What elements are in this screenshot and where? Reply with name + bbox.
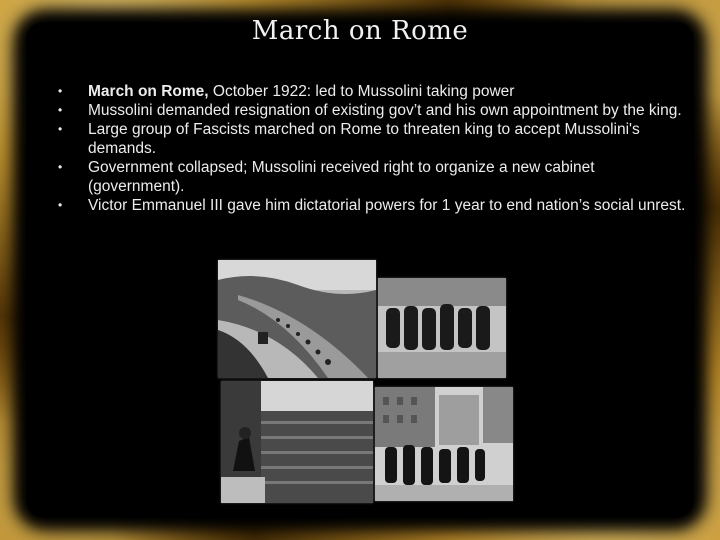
bullet-dot: •: [58, 122, 63, 136]
street-march-photo: [375, 387, 513, 501]
bullet-item: [58, 158, 688, 196]
bullet-bold-text: March on Rome,: [88, 83, 209, 100]
march-road-photo: [218, 260, 376, 378]
bullet-item: [58, 82, 688, 101]
blackshirts-ranks-photo: [378, 278, 506, 378]
bullet-item: [58, 101, 688, 120]
bullet-item: [58, 196, 688, 215]
bullet-dot: •: [58, 84, 63, 98]
bullet-dot: •: [58, 103, 63, 117]
bullet-text: October 1922: led to Mussolini taking power: [208, 83, 515, 100]
bullet-text: Victor Emmanuel III gave him dictatorial powers for 1 year to end nation’s social unrest.: [88, 197, 686, 214]
slide-title: March on Rome: [251, 16, 469, 46]
crowd-speech-photo: [221, 381, 373, 503]
bullet-list: [58, 82, 688, 215]
bullet-text: Mussolini demanded resignation of existing gov’t and his own appointment by the king.: [88, 102, 682, 119]
bullet-dot: •: [58, 198, 63, 212]
bullet-dot: •: [58, 160, 63, 174]
bullet-text: Large group of Fascists marched on Rome to threaten king to accept Mussolini's demands.: [88, 121, 640, 157]
bullet-text: Government collapsed; Mussolini received right to organize a new cabinet (government).: [88, 159, 595, 195]
bullet-item: [58, 120, 688, 158]
